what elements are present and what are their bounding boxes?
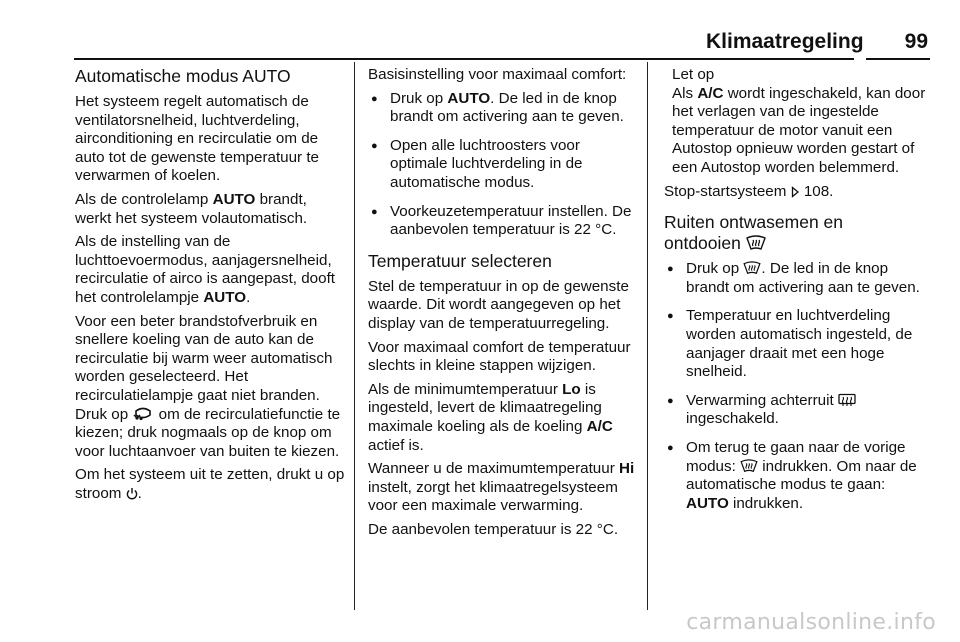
note-title: Let op (672, 66, 715, 83)
text: Om het systeem uit te zetten, drukt u op stroom (75, 466, 345, 502)
list-item (664, 439, 932, 513)
list-item (664, 392, 932, 429)
text: indrukken. Om naar de automatische modus te gaan: (686, 457, 917, 494)
text: is ingesteld, levert de klimaatregeling maximale koeling als de koeling (368, 380, 602, 435)
text: . (137, 484, 142, 502)
lo-label: Lo (562, 380, 581, 398)
text: Om terug te gaan naar de vorige modus: (686, 438, 906, 475)
ac-label: A/C (697, 84, 724, 102)
text: Druk op (390, 89, 448, 107)
page-header-title: Klimaatregeling (706, 30, 864, 53)
text: 108. (799, 182, 834, 200)
text: Voor een beter brandstofverbruik en snellere koeling van de auto kan de recirculatie bij warm weer automatisch worden geselecteerd. Het recirculatielampje gaat niet branden. Druk op (75, 312, 333, 423)
text: ontdooien (664, 233, 746, 254)
text: Als de minimumtemperatuur (368, 380, 563, 398)
windscreen-defrost-icon (743, 261, 761, 275)
cross-reference (664, 183, 932, 202)
text: om de recirculatiefunctie te kiezen; druk nogmaals op de knop om voor luchtaanvoer van buiten te kiezen. (75, 405, 341, 460)
paragraph: De aanbevolen temperatuur is 22 °C. (368, 520, 619, 538)
rear-window-heater-icon (838, 393, 856, 407)
paragraph (75, 466, 347, 503)
text: Stop-startsysteem (664, 182, 791, 200)
paragraph (75, 233, 347, 307)
paragraph: Basisinstelling voor maximaal comfort: (368, 66, 627, 83)
text: wordt ingeschakeld, kan door het verlagen van de ingestelde temperatuur de motor vanuit een Autostop opnieuw worden gestart of een Autostop worden belemmerd. (672, 84, 926, 176)
recirculation-icon (132, 407, 154, 421)
windscreen-defrost-icon (746, 235, 766, 251)
section-heading-defrost (664, 212, 932, 254)
text: Als de instelling van de luchttoevoermodus, aanjagersnelheid, recirculatie of airco is aangepast, dooft het controlelampje (75, 233, 336, 306)
text: brandt, werkt het systeem volautomatisch. (75, 190, 308, 227)
text: . (246, 288, 251, 306)
section-heading-temperature: Temperatuur selecteren (368, 250, 552, 271)
text: Verwarming achterruit (686, 391, 838, 409)
bullet-list (368, 90, 640, 240)
list-item (368, 90, 640, 127)
paragraph (368, 460, 640, 516)
power-icon (126, 487, 138, 500)
text: . De led in de knop brandt om activering aan te geven. (390, 89, 624, 126)
hi-label: Hi (618, 460, 635, 478)
paragraph: Stel de temperatuur in op de gewenste waarde. Dit wordt aangegeven op het display van de temperatuurregeling. (368, 277, 629, 332)
paragraph: Voor maximaal comfort de temperatuur slechts in kleine stappen wijzigen. (368, 338, 631, 375)
page-number: 99 (904, 30, 928, 53)
list-item (664, 260, 932, 297)
paragraph: Het systeem regelt automatisch de ventilatorsnelheid, luchtverdeling, airconditioning en recirculatie om de auto tot de gewenste temperatuur te verwarmen of koelen. (75, 93, 320, 185)
text: Ruiten ontwasemen en (664, 212, 843, 233)
auto-label: AUTO (447, 89, 491, 107)
text: Druk op (686, 260, 744, 278)
windscreen-defrost-icon (740, 459, 758, 473)
column-divider (647, 62, 648, 610)
text: . De led in de knop brandt om activering aan te geven. (686, 260, 920, 296)
note-text (672, 85, 932, 178)
ac-label: A/C (586, 417, 613, 435)
text: Wanneer u de maximumtemperatuur (368, 460, 619, 478)
column-3 (664, 66, 932, 523)
header-rule (74, 58, 854, 60)
arrow-right-icon (791, 186, 800, 198)
column-1 (75, 66, 347, 508)
auto-label: AUTO (212, 190, 256, 208)
list-item: ● Open alle luchtroosters voor optimale luchtverdeling in de automatische modus. (368, 137, 640, 193)
column-2 (368, 66, 640, 544)
header-rule-page (866, 58, 930, 60)
bullet-list (664, 260, 932, 513)
paragraph (75, 191, 347, 228)
note-box (664, 66, 932, 178)
text: indrukken. (728, 494, 804, 512)
text: Als de controlelamp (75, 190, 213, 208)
auto-label: AUTO (686, 494, 729, 512)
section-heading-auto-mode: Automatische modus AUTO (75, 66, 291, 86)
auto-label: AUTO (203, 288, 247, 306)
text: actief is. (368, 436, 424, 454)
text: instelt, zorgt het klimaatregelsysteem voor een maximale verwarming. (368, 478, 618, 515)
column-divider (354, 62, 355, 610)
list-item: ● Voorkeuzetemperatuur instellen. De aanbevolen temperatuur is 22 °C. (368, 203, 640, 240)
text: ingeschakeld. (686, 410, 779, 428)
list-item: ● Temperatuur en luchtverdeling worden automatisch ingesteld, de aanjager draait met een hoge snelheid. (664, 307, 932, 381)
paragraph (75, 313, 347, 462)
paragraph (368, 381, 640, 455)
watermark: carmanualsonline.info (686, 610, 936, 635)
text: Als (672, 84, 698, 102)
